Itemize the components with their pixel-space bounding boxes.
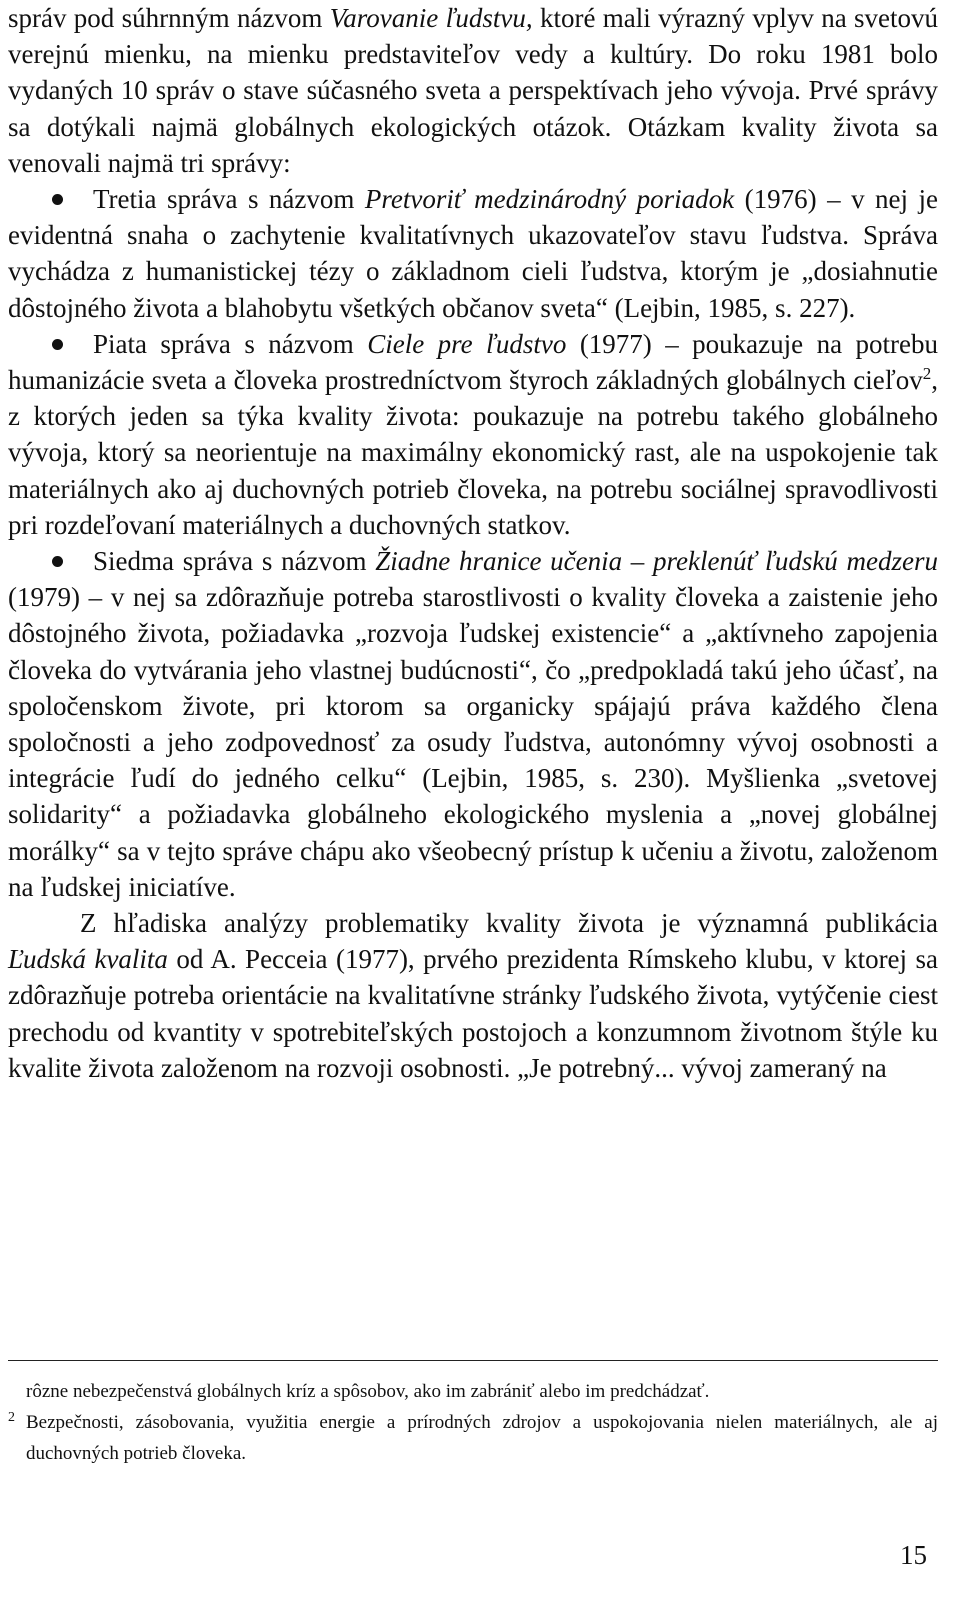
bullet-item-fifth-report [8, 326, 938, 543]
page-number: 15 [900, 1540, 927, 1570]
bullet-text: Siedma správa s názvom [93, 546, 376, 577]
bullet-icon [52, 194, 63, 205]
footnotes [8, 1376, 938, 1469]
footnote-2: 2 Bezpečnosti, zásobovania, využitia energie a prírodných zdrojov a uspokojovania nielen materiálnych, ale aj duchovných potrieb človeka. [8, 1409, 938, 1464]
bullet-icon [52, 556, 63, 567]
report-title-italic: Žiadne hranice učenia – preklenúť ľudskú medzeru [375, 546, 938, 577]
footnote-text: rôzne nebezpečenstvá globálnych kríz a spôsobov, ako im zabrániť alebo im predchádzať. [26, 1381, 710, 1402]
bullet-item-seventh-report [8, 543, 938, 905]
paragraph-intro [8, 0, 938, 181]
report-title-italic: Ciele pre ľudstvo [367, 328, 567, 359]
document-page [8, 0, 938, 1086]
footnote-continuation [8, 1376, 938, 1407]
bullet-text: (1977) – poukazuje na potrebu humanizácie sveta a človeka prostredníctvom štyroch základných globálnych cieľov [8, 328, 938, 396]
bullet-text: Piata správa s názvom [93, 328, 368, 359]
footnote-text: Bezpečnosti, zásobovania, využitia energie a prírodných zdrojov a uspokojovania nielen materiálnych, ale aj duchovných potrieb človeka. [26, 1412, 938, 1464]
paragraph-text: správ pod súhrnným názvom [8, 3, 330, 33]
paragraph-text: Z hľadiska analýzy problematiky kvality života je významná publikácia [80, 908, 938, 939]
publication-title-italic: Ľudská kvalita [8, 944, 168, 975]
bullet-text: (1979) – v nej sa zdôrazňuje potreba starostlivosti o kvality človeka a zaistenie jeho dôstojného života, požiadavka „rozvoja ľudskej existencie“ a „aktívneho zapojenia človeka do vytvárania jeho vlastnej budúcnosti“, čo „predpokladá takú jeho účasť, na spoločenskom živote, pri ktorom sa organicky spájajú práva každého člena spoločnosti a jeho zodpovednosť za osudy ľudstva, autonómny vývoj osobnosti a integrácie ľudí do jedného celku“ (Lejbin, 1985, s. 230). Myšlienka „svetovej solidarity“ a požiadavka globálneho ekologického myslenia a „novej globálnej morálky“ sa v tejto správe chápu ako všeobecný prístup k učeniu a životu, založenom na ľudskej iniciatíve. [8, 582, 938, 902]
report-title-italic: Varovanie ľudstvu, [329, 3, 533, 33]
paragraph-text: ktoré mali výrazný vplyv na svetovú verejnú mienku, na mienku predstaviteľov vedy a kultúry. Do roku 1981 bolo vydaných 10 správ o stave súčasného sveta a perspektívach jeho vývoja. Prvé správy sa dotýkali najmä globálnych ekologických otázok. Otázkam kvality života sa venovali najmä tri správy: [8, 3, 939, 178]
bullet-text: , z ktorých jeden sa týka kvality života: poukazuje na potrebu takého globálneho vývoja, ktorý sa neorientuje na maximálny ekonomický rast, ale na uspokojenie tak materiálnych ako aj duchovných potrieb človeka, na potrebu sociálnej spravodlivosti pri rozdeľovaní materiálnych a duchovných statkov. [8, 365, 938, 540]
footnote-separator [8, 1360, 938, 1361]
bullet-icon [52, 339, 63, 350]
paragraph-text: od A. Pecceia (1977), prvého prezidenta Rímskeho klubu, v ktorej sa zdôrazňuje potreba orientácie na kvalitatívne stránky ľudského života, vytýčenie ciest prechodu od kvantity v spotrebiteľských postojoch a konzumnom životnom štýle ku kvalite života založenom na rozvoji osobnosti. „Je potrebný... vývoj zameraný na [8, 944, 938, 1083]
bullet-item-third-report [8, 181, 938, 326]
report-title-italic: Pretvoriť medzinárodný poriadok [364, 184, 735, 215]
paragraph-peccei [8, 905, 938, 1086]
bullet-text: (1976) – v nej je evidentná snaha o zachytenie kvalitatívnych ukazovateľov stavu ľudstva. Správa vychádza z humanistickej tézy o základnom cieli ľudstva, ktorým je „dosiahnutie dôstojného života a blahobytu všetkých občanov sveta“ (Lejbin, 1985, s. 227). [8, 184, 939, 323]
bullet-text: Tretia správa s názvom [93, 184, 365, 215]
footnote-reference[interactable]: 2 [922, 364, 932, 384]
